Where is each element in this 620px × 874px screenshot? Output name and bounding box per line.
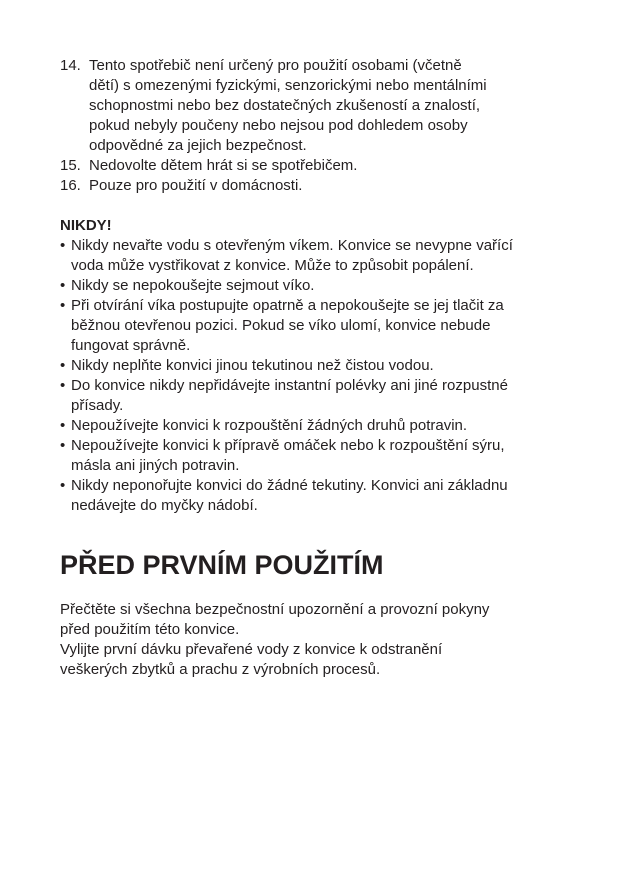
bullet-icon: • (60, 477, 66, 494)
text-line: fungovat správně. (71, 337, 191, 354)
text-line: přísady. (71, 397, 124, 414)
text-line: Přečtěte si všechna bezpečnostní upozornění a provozní pokyny (60, 601, 490, 618)
safety-numbered-list (60, 56, 580, 196)
numbered-item-14 (60, 56, 580, 156)
text-line: dětí) s omezenými fyzickými, senzorickými nebo mentálními (89, 77, 487, 94)
bullet-item (60, 356, 570, 376)
bullet-icon: • (60, 417, 66, 434)
numbered-item-16 (60, 176, 580, 196)
bullet-item (60, 376, 570, 416)
section-title: PŘED PRVNÍM POUŽITÍM (60, 550, 384, 580)
text-line: schopnostmi nebo bez dostatečných zkušeností a znalostí, (89, 97, 481, 114)
text-line: Do konvice nikdy nepřidávejte instantní polévky ani jiné rozpustné (71, 377, 508, 394)
numbered-item-15 (60, 156, 580, 176)
bullet-icon: • (60, 437, 66, 454)
text-line: Nikdy neplňte konvici jinou tekutinou než čistou vodou. (71, 357, 434, 374)
text-line: Nikdy neponořujte konvici do žádné tekutiny. Konvici ani základnu (71, 477, 508, 494)
never-heading: NIKDY! (60, 217, 112, 234)
text-line: pokud nebyly poučeny nebo nejsou pod dohledem osoby (89, 117, 468, 134)
bullet-item (60, 436, 570, 476)
text-line: nedávejte do myčky nádobí. (71, 497, 258, 514)
text-line: Vylijte první dávku převařené vody z konvice k odstranění (60, 641, 443, 658)
bullet-item (60, 236, 570, 276)
text-line: Nepoužívejte konvici k přípravě omáček nebo k rozpouštění sýru, (71, 437, 505, 454)
text-line: voda může vystřikovat z konvice. Může to způsobit popálení. (71, 257, 474, 274)
bullet-item (60, 416, 570, 436)
bullet-icon: • (60, 357, 66, 374)
bullet-icon: • (60, 377, 66, 394)
bullet-item (60, 296, 570, 356)
first-use-paragraph (60, 600, 560, 680)
text-line: Nikdy nevařte vodu s otevřeným víkem. Konvice se nevypne vařící (71, 237, 513, 254)
bullet-item (60, 476, 570, 516)
text-line: veškerých zbytků a prachu z výrobních procesů. (60, 661, 381, 678)
item-number: 15. (60, 157, 81, 174)
item-number: 16. (60, 177, 81, 194)
text-line: běžnou otevřenou pozici. Pokud se víko ulomí, konvice nebude (71, 317, 491, 334)
text-line: Tento spotřebič není určený pro použití osobami (včetně (89, 57, 462, 74)
text-line: Pouze pro použití v domácnosti. (89, 177, 303, 194)
bullet-item (60, 276, 570, 296)
text-line: Nikdy se nepokoušejte sejmout víko. (71, 277, 315, 294)
text-line: před použitím této konvice. (60, 621, 240, 638)
item-number: 14. (60, 57, 81, 74)
text-line: másla ani jiných potravin. (71, 457, 240, 474)
bullet-icon: • (60, 277, 66, 294)
text-line: Nepoužívejte konvici k rozpouštění žádných druhů potravin. (71, 417, 468, 434)
text-line: odpovědné za jejich bezpečnost. (89, 137, 307, 154)
bullet-icon: • (60, 297, 66, 314)
never-bullet-list (60, 236, 570, 516)
text-line: Nedovolte dětem hrát si se spotřebičem. (89, 157, 358, 174)
bullet-icon: • (60, 237, 66, 254)
text-line: Při otvírání víka postupujte opatrně a nepokoušejte se jej tlačit za (71, 297, 504, 314)
